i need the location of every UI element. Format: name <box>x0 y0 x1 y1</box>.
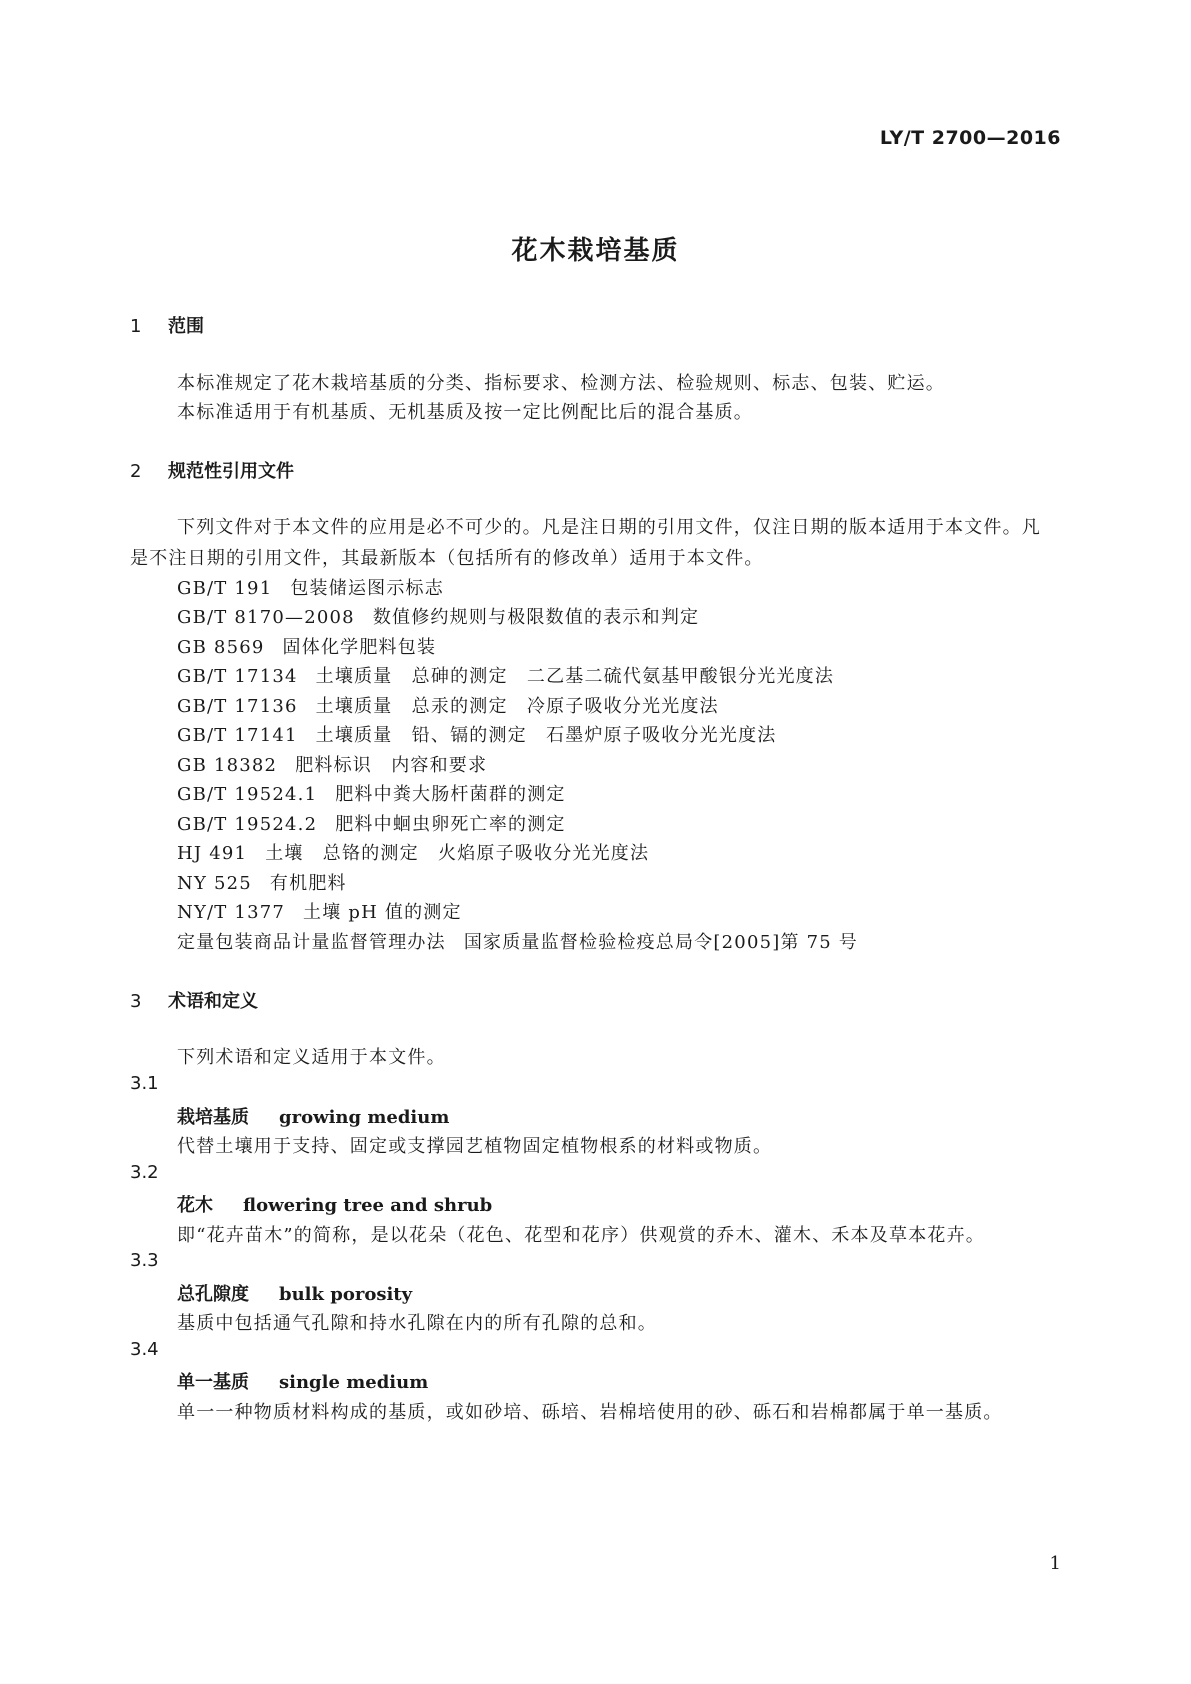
reference-title: 土壤质量 铅、镉的测定 石墨炉原子吸收分光光度法 <box>315 725 777 746</box>
reference-item <box>177 928 858 954</box>
reference-code: GB/T 8170—2008 <box>177 607 355 628</box>
reference-code: GB/T 19524.1 <box>177 784 318 805</box>
reference-code: NY 525 <box>177 873 252 894</box>
reference-title: 数值修约规则与极限数值的表示和判定 <box>372 607 700 628</box>
reference-title: 肥料中粪大肠杆菌群的测定 <box>335 784 566 805</box>
reference-title: 土壤质量 总汞的测定 冷原子吸收分光光度法 <box>315 696 719 717</box>
reference-item <box>177 603 699 629</box>
standard-code: LY/T 2700—2016 <box>879 127 1061 149</box>
term-definition: 即“花卉苗木”的简称，是以花朵（花色、花型和花序）供观赏的乔木、灌木、禾本及草本花卉。 <box>177 1225 985 1246</box>
section-3-heading <box>130 987 258 1013</box>
term-definition: 单一一种物质材料构成的基质，或如砂培、砾培、岩棉培使用的砂、砾石和岩棉都属于单一基质。 <box>177 1402 1003 1423</box>
section-number: 1 <box>130 316 142 337</box>
term-en: bulk porosity <box>279 1284 413 1305</box>
reference-code: GB/T 17141 <box>177 725 298 746</box>
section-title: 规范性引用文件 <box>168 461 294 482</box>
term-definition: 代替土壤用于支持、固定或支撑园艺植物固定植物根系的材料或物质。 <box>177 1136 773 1157</box>
document-title: 花木栽培基质 <box>511 236 680 266</box>
term-en: flowering tree and shrub <box>243 1195 493 1216</box>
reference-item <box>177 751 487 777</box>
term-heading <box>177 1103 449 1129</box>
reference-item <box>177 692 719 718</box>
term-cn: 花木 <box>177 1195 213 1216</box>
reference-title: 国家质量监督检验检疫总局令[2005]第 75 号 <box>463 932 859 953</box>
reference-item <box>177 574 444 600</box>
reference-code: GB/T 19524.2 <box>177 814 318 835</box>
term-cn: 栽培基质 <box>177 1107 249 1128</box>
reference-title: 肥料中蛔虫卵死亡率的测定 <box>335 814 566 835</box>
intro-paragraph: 下列文件对于本文件的应用是必不可少的。凡是注日期的引用文件，仅注日期的版本适用于本文件。凡是不注日期的引用文件，其最新版本（包括所有的修改单）适用于本文件。 <box>130 517 1041 569</box>
reference-item <box>177 633 436 659</box>
term-en: growing medium <box>279 1107 450 1128</box>
term-en: single medium <box>279 1372 429 1393</box>
reference-code: GB 18382 <box>177 755 278 776</box>
reference-title: 肥料标识 内容和要求 <box>295 755 488 776</box>
reference-item <box>177 869 347 895</box>
term-cn: 总孔隙度 <box>177 1284 249 1305</box>
clause-number: 3.4 <box>130 1339 159 1360</box>
reference-code: GB/T 17136 <box>177 696 298 717</box>
term-heading <box>177 1280 412 1306</box>
section-2-heading <box>130 457 294 483</box>
term-heading <box>177 1368 428 1394</box>
reference-item <box>177 780 566 806</box>
reference-code: GB/T 191 <box>177 578 273 599</box>
paragraph: 本标准规定了花木栽培基质的分类、指标要求、检测方法、检验规则、标志、包装、贮运。 <box>177 373 945 394</box>
section-number: 2 <box>130 461 142 482</box>
page-number: 1 <box>1049 1553 1061 1574</box>
term-heading <box>177 1191 492 1217</box>
reference-title: 包装储运图示标志 <box>290 578 444 599</box>
section-1-heading <box>130 312 204 338</box>
reference-item <box>177 721 776 747</box>
reference-title: 土壤质量 总砷的测定 二乙基二硫代氨基甲酸银分光光度法 <box>315 666 835 687</box>
reference-code: HJ 491 <box>177 843 248 864</box>
section-title: 范围 <box>168 316 204 337</box>
reference-title: 土壤 总铬的测定 火焰原子吸收分光光度法 <box>265 843 650 864</box>
reference-item <box>177 839 649 865</box>
reference-code: NY/T 1377 <box>177 902 286 923</box>
paragraph: 本标准适用于有机基质、无机基质及按一定比例配比后的混合基质。 <box>177 402 753 423</box>
reference-title: 固体化学肥料包装 <box>282 637 437 658</box>
reference-item <box>177 662 834 688</box>
term-cn: 单一基质 <box>177 1372 249 1393</box>
reference-code: 定量包装商品计量监督管理办法 <box>177 932 446 953</box>
reference-title: 土壤 pH 值的测定 <box>303 902 462 923</box>
reference-item <box>177 898 462 924</box>
clause-number: 3.1 <box>130 1073 159 1094</box>
clause-number: 3.3 <box>130 1250 159 1271</box>
reference-item <box>177 810 566 836</box>
reference-title: 有机肥料 <box>269 873 347 894</box>
reference-code: GB/T 17134 <box>177 666 298 687</box>
intro-paragraph: 下列术语和定义适用于本文件。 <box>177 1047 446 1068</box>
clause-number: 3.2 <box>130 1162 159 1183</box>
term-definition: 基质中包括通气孔隙和持水孔隙在内的所有孔隙的总和。 <box>177 1313 657 1334</box>
section-number: 3 <box>130 991 142 1012</box>
reference-code: GB 8569 <box>177 637 265 658</box>
section-title: 术语和定义 <box>168 991 258 1012</box>
